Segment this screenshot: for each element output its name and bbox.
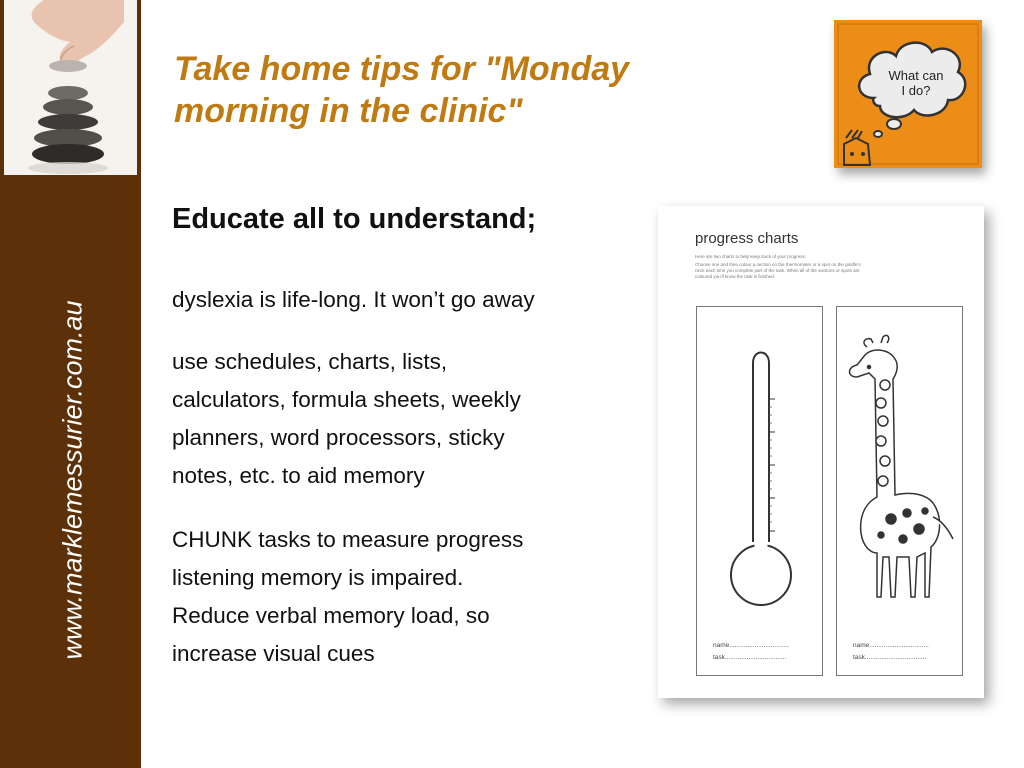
paragraph-memory-aids xyxy=(172,343,642,495)
giraffe-panel xyxy=(836,306,963,676)
stacked-stones-photo xyxy=(4,0,137,175)
section-subtitle: Educate all to understand; xyxy=(172,203,537,235)
badge-line-2: I do? xyxy=(901,83,931,98)
text-line: calculators, formula sheets, weekly xyxy=(172,387,521,412)
giraffe-icon xyxy=(850,335,954,597)
worksheet-intro-3: neck each time you complete part of the task. When all of the sections or spots are xyxy=(695,268,860,273)
name-label: name................................. xyxy=(713,642,789,649)
badge-line-1: What can xyxy=(888,68,944,83)
name-label: name................................. xyxy=(853,642,929,649)
text-line: Reduce verbal memory load, so xyxy=(172,603,490,628)
worksheet-intro-1: Here are two charts to help keep track of your progress. xyxy=(695,254,807,259)
text-line: use schedules, charts, lists, xyxy=(172,349,448,374)
task-label: task.................................. xyxy=(853,654,927,661)
text-line: listening memory is impaired. xyxy=(172,565,464,590)
page-title xyxy=(174,48,774,132)
text-line: planners, word processors, sticky xyxy=(172,425,505,450)
text-line: CHUNK tasks to measure progress xyxy=(172,527,524,552)
paragraph-chunk-tasks xyxy=(172,521,642,673)
task-label: task.................................. xyxy=(713,654,787,661)
worksheet-title: progress charts xyxy=(695,230,799,247)
text-line: notes, etc. to aid memory xyxy=(172,463,425,488)
text-line: increase visual cues xyxy=(172,641,375,666)
worksheet-intro-2: Choose one and then colour a section on the thermometer or a spot on the giraffe’s xyxy=(695,262,861,267)
what-can-i-do-badge xyxy=(834,20,982,168)
paragraph-dyslexia: dyslexia is life-long. It won’t go away xyxy=(172,287,535,312)
title-line-1: Take home tips for "Monday xyxy=(174,50,630,88)
progress-charts-worksheet xyxy=(658,206,984,698)
sidebar xyxy=(0,0,141,768)
title-line-2: morning in the clinic" xyxy=(174,92,523,130)
worksheet-intro-4: coloured you’ll know the task is finished. xyxy=(695,274,776,279)
thermometer-panel xyxy=(696,306,823,676)
website-url: www.marklemessurier.com.au xyxy=(57,300,88,660)
thermometer-icon xyxy=(731,353,791,606)
